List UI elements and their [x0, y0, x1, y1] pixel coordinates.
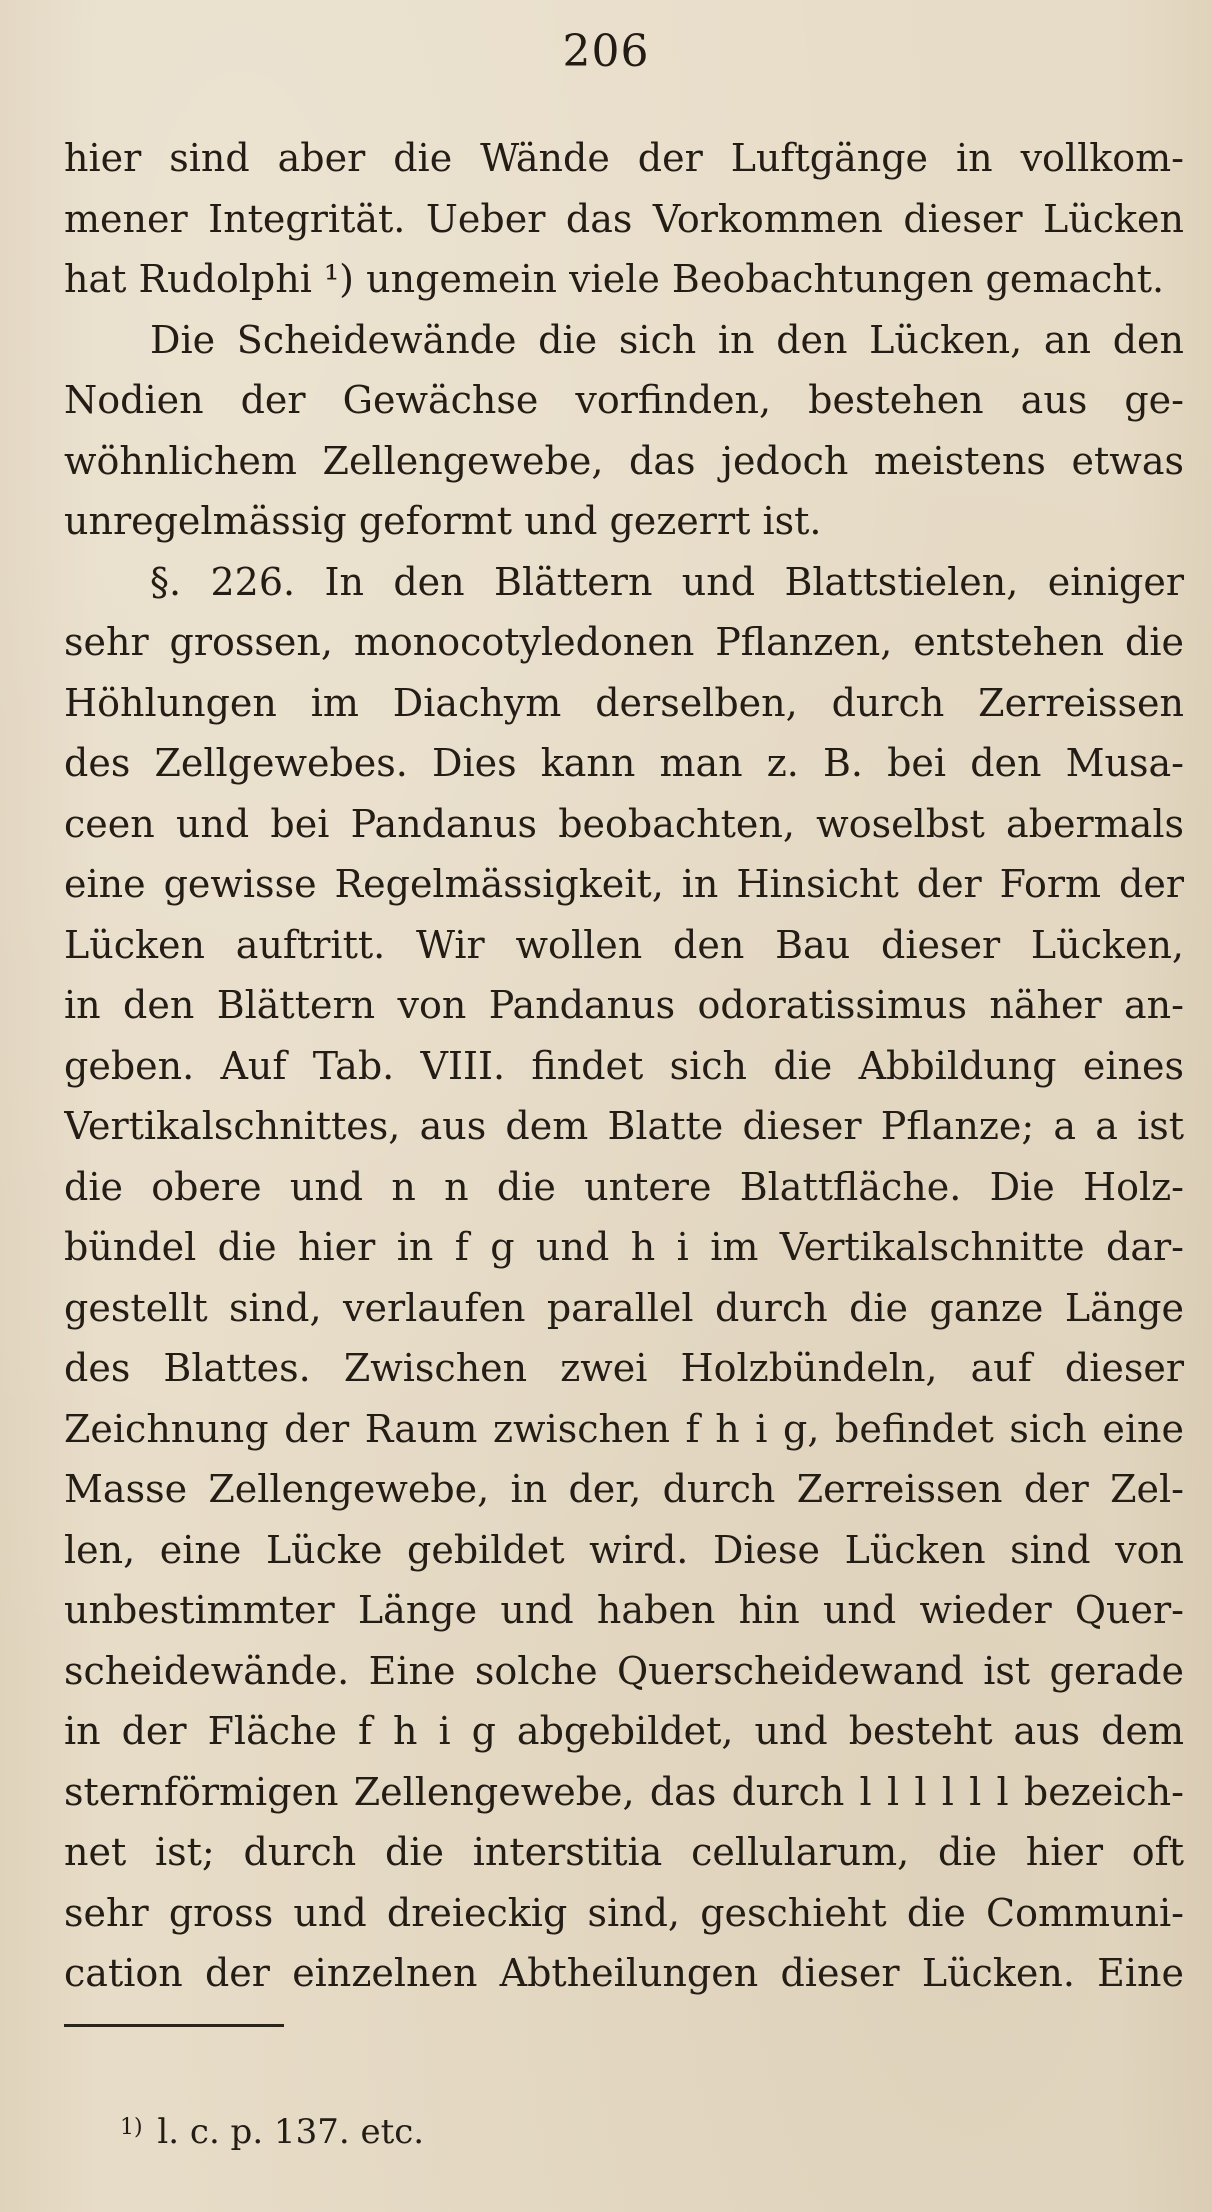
text-line: in der Fläche f h i g abgebildet, und besteht aus dem	[64, 1709, 1184, 1753]
text-line: Höhlungen im Diachym derselben, durch Zerreissen	[64, 680, 1184, 725]
text-line: Lücken auftritt. Wir wollen den Bau dieser Lücken,	[64, 922, 1184, 967]
text-line: Masse Zellengewebe, in der, durch Zerreissen der Zel-	[64, 1467, 1184, 1511]
footnote-divider	[64, 2024, 284, 2027]
text-line: in den Blättern von Pandanus odoratissimus näher an-	[64, 983, 1184, 1027]
body-text	[64, 128, 1184, 2004]
text-line: scheidewände. Eine solche Querscheidewand ist gerade	[64, 1648, 1184, 1693]
text-line: Nodien der Gewächse vorfinden, bestehen aus ge-	[64, 378, 1184, 422]
text-line: des Blattes. Zwischen zwei Holzbündeln, auf dieser	[64, 1346, 1184, 1390]
text-line: eine gewisse Regelmässigkeit, in Hinsicht der Form der	[64, 862, 1184, 906]
text-line: wöhnlichem Zellengewebe, das jedoch meistens etwas	[64, 438, 1184, 483]
text-line: Zeichnung der Raum zwischen f h i g, befindet sich eine	[64, 1406, 1184, 1451]
text-line: Vertikalschnittes, aus dem Blatte dieser Pflanze; a a ist	[64, 1104, 1184, 1148]
footnote-text: l. c. p. 137. etc.	[157, 2112, 425, 2152]
text-line: sehr grossen, monocotyledonen Pflanzen, entstehen die	[64, 620, 1184, 664]
text-line: ceen und bei Pandanus beobachten, woselbst abermals	[64, 801, 1184, 846]
text-line: cation der einzelnen Abtheilungen dieser Lücken. Eine	[64, 1951, 1184, 1995]
section-start-line: §. 226. In den Blättern und Blattstielen, einiger	[150, 559, 1184, 604]
text-line: die obere und n n die untere Blattfläche. Die Holz-	[64, 1164, 1184, 1209]
text-line: sternförmigen Zellengewebe, das durch l l l l l l bezeich-	[64, 1769, 1184, 1814]
text-line: len, eine Lücke gebildet wird. Diese Lücken sind von	[64, 1527, 1184, 1572]
text-line: des Zellgewebes. Dies kann man z. B. bei den Musa-	[64, 741, 1184, 785]
text-line: unregelmässig geformt und gezerrt ist.	[64, 499, 822, 543]
footnote	[120, 2112, 424, 2152]
footnote-marker: 1)	[120, 2115, 143, 2140]
text-line: net ist; durch die interstitia cellularum, die hier oft	[64, 1830, 1184, 1874]
text-line: sehr gross und dreieckig sind, geschieht die Communi-	[64, 1890, 1184, 1935]
text-line: gestellt sind, verlaufen parallel durch die ganze Länge	[64, 1285, 1184, 1330]
page-number: 206	[562, 26, 650, 77]
text-line: mener Integrität. Ueber das Vorkommen dieser Lücken	[64, 196, 1184, 241]
text-line: bündel die hier in f g und h i im Vertikalschnitte dar-	[64, 1225, 1184, 1269]
text-line: hat Rudolphi ¹) ungemein viele Beobachtungen gemacht.	[64, 257, 1165, 301]
text-line: unbestimmter Länge und haben hin und wieder Quer-	[64, 1588, 1184, 1632]
text-line: hier sind aber die Wände der Luftgänge in vollkom-	[64, 136, 1184, 180]
text-line: geben. Auf Tab. VIII. findet sich die Abbildung eines	[64, 1043, 1184, 1088]
paragraph-start-line: Die Scheidewände die sich in den Lücken, an den	[150, 317, 1184, 362]
